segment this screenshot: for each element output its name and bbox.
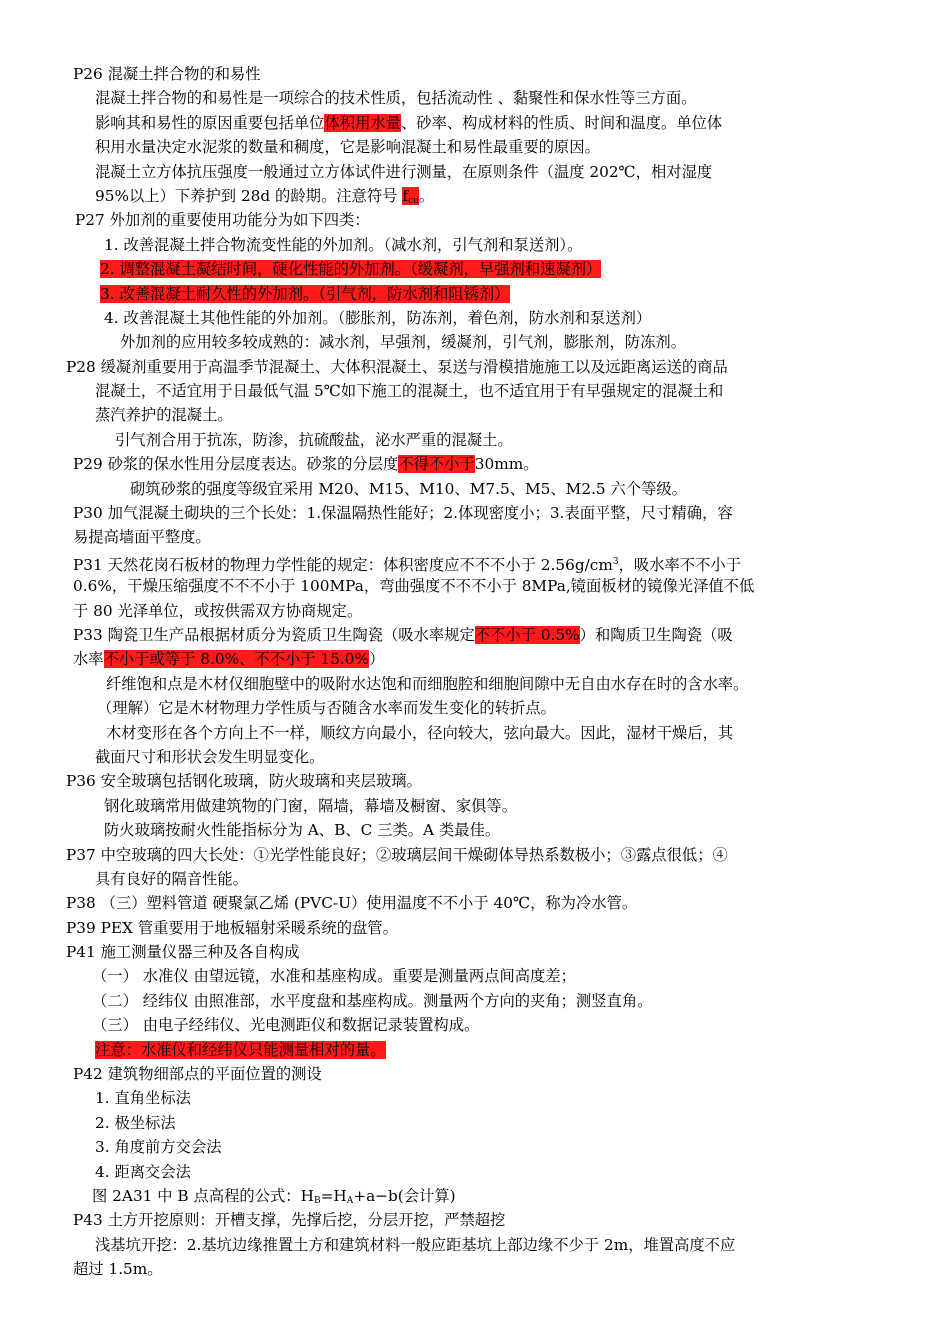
paragraph-line: 0.6%，干燥压缩强度不不不小于 100MPa，弯曲强度不不不小于 8MPa,镜面板材的镜像光泽值不低 [73,577,755,596]
highlight: 不得不小于 [398,455,475,474]
paragraph-line: 混凝土拌合物的和易性是一项综合的技术性质，包括流动性 、黏聚性和保水性等三方面。 [95,89,697,108]
highlight: 注意：水准仪和经纬仪只能测量相对的量。 [95,1040,386,1059]
paragraph-line: 于 80 光泽单位，或按供需双方协商规定。 [73,601,363,620]
list-item: 1. 直角坐标法 [95,1089,191,1108]
document-page [0,62,950,1282]
paragraph-line: 浅基坑开挖：2.基坑边缘推置土方和建筑材料一般应距基坑上部边缘不少于 2m，堆置高度不应 [95,1235,736,1254]
paragraph-line: 钢化玻璃常用做建筑物的门窗，隔墙，幕墙及橱窗、家俱等。 [104,796,518,815]
highlight: 不不小于 0.5% [474,625,580,644]
formula-line: 图 2A31 中 B 点高程的公式：$H_B=H_A+a-b$(会计算) [92,1186,456,1206]
paragraph-line: （理解）它是木材物理力学性质与否随含水率而发生变化的转折点。 [97,699,556,718]
highlight: 不小于或等于 8.0%、不不小于 15.0% [103,650,370,669]
paragraph-line: 砌筑砂浆的强度等级宜采用 M20、M15、M10、M7.5、M5、M2.5 六个等级。 [130,479,688,498]
list-item: （一） 水准仪 由望远镜，水准和基座构成。重要是测量两点间高度差； [92,967,576,986]
list-item: （三） 由电子经纬仪、光电测距仪和数据记录装置构成。 [92,1016,480,1035]
heading-p39: P39 PEX 管重要用于地板辐射采暖系统的盘管。 [66,918,398,937]
note-line [0,1038,950,1062]
heading-p43: P43 土方开挖原则：开槽支撑，先撑后挖，分层开挖，严禁超挖 [73,1211,506,1230]
heading-p31: P31 天然花岗石板材的物理力学性能的规定：体积密度应不不不小于 $2.56g/cm^3$，吸水率不不小于 [73,555,741,574]
heading-p33: P33 陶瓷卫生产品根据材质分为瓷质卫生陶瓷（吸水率规定不不小于 0.5%）和陶质卫生陶瓷（吸 [73,625,733,644]
paragraph-line: 外加剂的应用较多较成熟的：减水剂，早强剂，缓凝剂，引气剂，膨胀剂，防冻剂。 [120,333,686,352]
paragraph-line: 纤维饱和点是木材仅细胞壁中的吸附水达饱和而细胞腔和细胞间隙中无自由水存在时的含水率。 [106,674,749,693]
heading-p30: P30 加气混凝土砌块的三个长处：1.保温隔热性能好；2.体现密度小；3.表面平整，尺寸精确，容 [73,504,733,523]
list-item: 3. 角度前方交会法 [95,1138,222,1157]
paragraph-line: 混凝土，不适宜用于日最低气温 5℃如下施工的混凝土，也不适宜用于有早强规定的混凝土和 [95,382,724,401]
list-item: 1. 改善混凝土拌合物流变性能的外加剂。（减水剂，引气剂和泵送剂）。 [104,235,583,254]
paragraph-line: 截面尺寸和形状会发生明显变化。 [95,747,325,766]
heading-p37: P37 中空玻璃的四大长处：①光学性能良好；②玻璃层间干燥砌体导热系数极小；③露点很低；④ [66,845,728,864]
list-item: 4. 改善混凝土其他性能的外加剂。（膨胀剂，防冻剂，着色剂，防水剂和泵送剂） [104,308,652,327]
highlight: 2. 调整混凝土凝结时间，硬化性能的外加剂。（缓凝剂，早强剂和速凝剂） [100,260,602,279]
highlight: 体积用水量 [324,113,401,132]
list-item: （二） 经纬仪 由照准部，水平度盘和基座构成。测量两个方向的夹角；测竖直角。 [92,991,653,1010]
paragraph-line: 木材变形在各个方向上不一样，顺纹方向最小，径向较大，弦向最大。因此，湿材干燥后，其 [106,723,734,742]
highlight: 3. 改善混凝土耐久性的外加剂。（引气剂，防水剂和阻锈剂） [100,284,510,303]
paragraph-line: 超过 1.5m。 [73,1260,163,1279]
paragraph-line: 混凝土立方体抗压强度一般通过立方体试件进行测量，在原则条件（温度 202℃，相对湿度 [95,162,713,181]
heading-p27: P27 外加剂的重要使用功能分为如下四类： [75,211,370,230]
highlight-symbol: $f_{cu}$ [402,186,419,206]
paragraph-line: 95%以上）下养护到 28d 的龄期。注意符号 $f_{cu}$。 [95,186,435,206]
heading-p29: P29 砂浆的保水性用分层度表达。砂浆的分层度不得不小于30mm。 [73,455,539,474]
list-item: 2. 极坐标法 [95,1113,176,1132]
list-item [0,282,950,306]
heading-p26: P26 混凝土拌合物的和易性 [73,65,261,83]
paragraph-line: 水率不小于或等于 8.0%、不不小于 15.0%） [73,650,385,669]
paragraph-line: 防火玻璃按耐火性能指标分为 A、B、C 三类。A 类最佳。 [104,821,501,840]
paragraph-line: 引气剂合用于抗冻，防渗，抗硫酸盐，泌水严重的混凝土。 [115,430,513,449]
paragraph-line: 积用水量决定水泥浆的数量和稠度，它是影响混凝土和易性最重要的原因。 [95,138,600,157]
paragraph-line: 影响其和易性的原因重要包括单位体积用水量、砂率、构成材料的性质、时间和温度。单位体 [95,113,723,132]
paragraph-line: 蒸汽养护的混凝土。 [95,406,233,425]
paragraph-line: 具有良好的隔音性能。 [95,869,248,888]
list-item: 4. 距离交会法 [95,1162,191,1181]
heading-p28: P28 缓凝剂重要用于高温季节混凝土、大体积混凝土、泵送与滑模措施施工以及远距离运送的商品 [66,357,728,376]
heading-p36: P36 安全玻璃包括钢化玻璃，防火玻璃和夹层玻璃。 [66,772,422,791]
heading-p42: P42 建筑物细部点的平面位置的测设 [73,1065,322,1084]
paragraph-line: 易提高墙面平整度。 [73,528,211,547]
heading-p41: P41 施工测量仪器三种及各自构成 [66,943,300,962]
heading-p38: P38 （三）塑料管道 硬聚氯乙烯 (PVC-U）使用温度不不小于 40℃，称为冷水管。 [66,894,638,913]
list-item [0,257,950,281]
